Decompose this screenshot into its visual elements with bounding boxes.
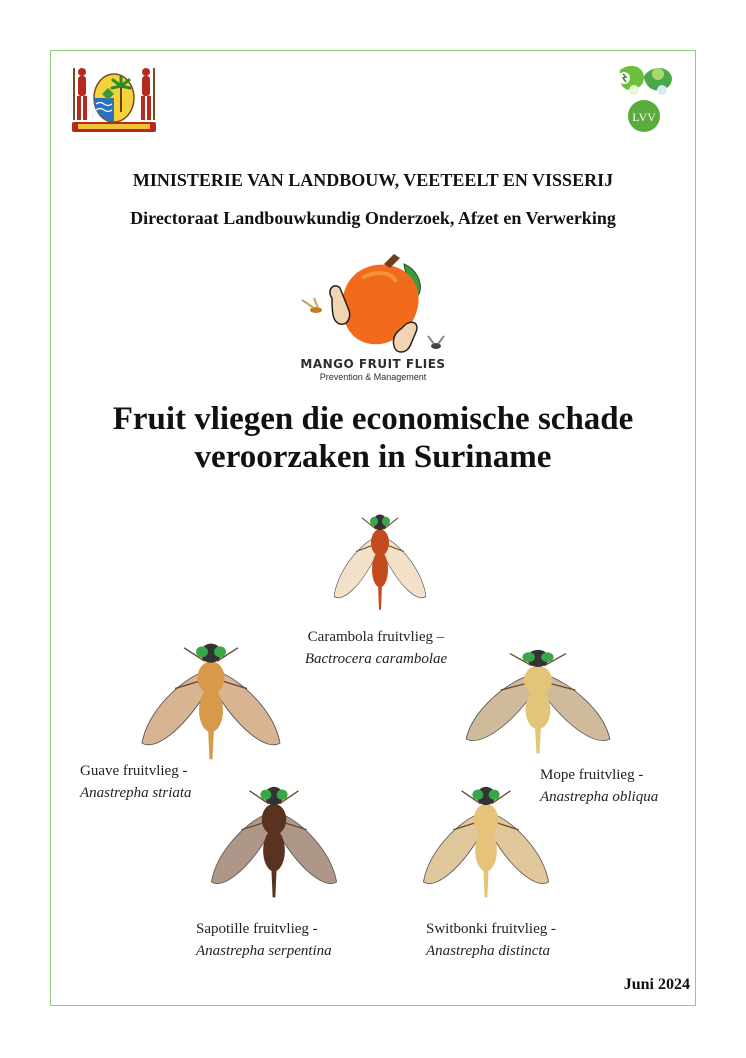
switbonki-fly-image <box>418 770 554 900</box>
caption-common: Carambola fruitvlieg – <box>307 629 445 645</box>
caption-carambola <box>286 626 466 670</box>
carambola-fly-image <box>330 500 430 612</box>
caption-latin: Anastrepha distincta <box>426 943 551 959</box>
ministry-heading: MINISTERIE VAN LANDBOUW, VEETEELT EN VISSERIJ <box>132 170 614 190</box>
mango-logo-tagline: Prevention & Management <box>319 372 427 382</box>
mango-fruit-flies-logo <box>292 252 454 386</box>
directorate-heading: Directoraat Landbouwkundig Onderzoek, Afzet en Verwerking <box>130 208 616 228</box>
caption-latin: Bactrocera carambolae <box>304 651 448 667</box>
caption-common: Sapotille fruitvlieg - <box>196 921 318 937</box>
caption-latin: Anastrepha striata <box>80 785 192 801</box>
caption-mope <box>540 764 690 808</box>
caption-sapotille <box>196 918 366 962</box>
caption-common: Mope fruitvlieg - <box>540 767 644 783</box>
suriname-coat-of-arms-icon <box>68 64 160 136</box>
publication-date: Juni 2024 <box>623 976 690 993</box>
lvv-logo-text: LVV <box>632 110 656 124</box>
guave-fly-image <box>136 626 286 762</box>
caption-common: Guave fruitvlieg - <box>80 763 188 779</box>
caption-switbonki <box>426 918 596 962</box>
small-fly-icon <box>302 298 322 313</box>
mope-fly-image <box>460 634 616 756</box>
caption-latin: Anastrepha serpentina <box>196 943 332 959</box>
title-line-1: Fruit vliegen die economische schade <box>112 401 634 437</box>
caption-common: Switbonki fruitvlieg - <box>426 921 556 937</box>
small-fly-icon-2 <box>428 336 444 349</box>
caption-guave <box>80 760 260 804</box>
title-line-2: veroorzaken in Suriname <box>194 439 552 475</box>
caption-latin: Anastrepha obliqua <box>540 789 659 805</box>
page-title <box>0 400 746 476</box>
lvv-logo-icon <box>610 62 678 136</box>
mango-logo-name: MANGO FRUIT FLIES <box>300 357 446 371</box>
